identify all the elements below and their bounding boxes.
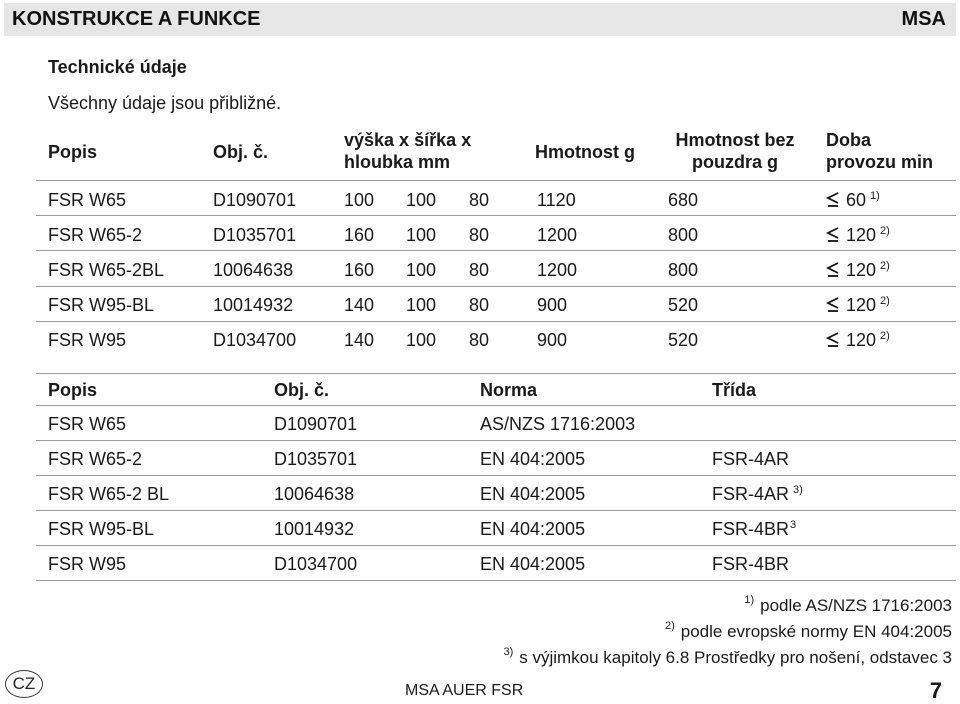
cell-width: 100 (406, 225, 437, 245)
row-divider (36, 321, 956, 322)
cell-popis: FSR W95 (48, 554, 127, 574)
cell-popis: FSR W65-2BL (48, 260, 165, 280)
cell-trida (712, 554, 793, 575)
t2-header-obj: Obj. č. (274, 380, 330, 400)
row-divider (36, 510, 956, 511)
cell-doba (826, 190, 880, 211)
cell-depth: 80 (469, 225, 490, 245)
cell-norma: EN 404:2005 (480, 519, 586, 539)
t2-header-popis: Popis (48, 380, 98, 400)
t2-header-trida: Třída (712, 380, 757, 400)
cell-width: 100 (406, 260, 437, 280)
doba-value: 120 (846, 295, 877, 315)
cell-obj: 10014932 (213, 295, 294, 315)
cell-depth: 80 (469, 295, 490, 315)
less-or-equal-icon (826, 262, 840, 278)
cell-popis: FSR W95 (48, 330, 127, 350)
row-divider (36, 215, 956, 216)
cell-norma: EN 404:2005 (480, 554, 586, 574)
t1-header-bez-1: Hmotnost bez (675, 130, 795, 150)
footnote-ref: 1) (870, 190, 880, 202)
cell-obj: D1034700 (274, 554, 358, 574)
cell-norma: AS/NZS 1716:2003 (480, 414, 636, 434)
t1-header-popis: Popis (48, 142, 98, 162)
footnote-mark: 3) (503, 646, 514, 658)
cell-mass-bez: 520 (668, 295, 699, 315)
cell-obj: D1035701 (213, 225, 297, 245)
cell-mass-bez: 800 (668, 260, 699, 280)
cell-popis: FSR W65-2 (48, 449, 143, 469)
cell-obj: D1035701 (274, 449, 358, 469)
less-or-equal-icon (826, 297, 840, 313)
cell-doba (826, 295, 890, 316)
header-bar (4, 3, 956, 36)
section-note: Všechny údaje jsou přibližné. (48, 93, 282, 113)
footnote-2 (665, 620, 952, 642)
t1-header-bez-2: pouzdra g (692, 152, 778, 172)
footnote-3 (503, 646, 952, 668)
cell-popis: FSR W95-BL (48, 295, 155, 315)
cell-doba (826, 225, 890, 246)
footnote-ref: 3 (790, 519, 797, 531)
section-title: Technické údaje (48, 57, 187, 77)
cell-obj: D1034700 (213, 330, 297, 350)
cell-mass: 1200 (537, 225, 578, 245)
doba-value: 60 (846, 190, 867, 210)
cell-trida (712, 519, 796, 540)
cell-norma: EN 404:2005 (480, 449, 586, 469)
less-or-equal-icon (826, 332, 840, 348)
cell-popis: FSR W65 (48, 414, 127, 434)
header-brand: MSA (901, 8, 946, 30)
row-divider (36, 440, 956, 441)
doba-value: 120 (846, 260, 877, 280)
row-divider (36, 475, 956, 476)
cell-depth: 80 (469, 330, 490, 350)
trida-value: FSR-4BR (712, 554, 790, 574)
cell-width: 100 (406, 295, 437, 315)
cell-mass: 1200 (537, 260, 578, 280)
cell-height: 100 (344, 190, 375, 210)
cell-obj: D1090701 (274, 414, 358, 434)
page-number: 7 (929, 678, 942, 703)
t1-header-obj: Obj. č. (213, 142, 269, 162)
cell-obj: 10064638 (274, 484, 355, 504)
cell-obj: D1090701 (213, 190, 297, 210)
trida-value: FSR-4AR (712, 484, 790, 504)
cell-obj: 10014932 (274, 519, 355, 539)
cell-popis: FSR W95-BL (48, 519, 155, 539)
cell-trida (712, 449, 793, 470)
cell-depth: 80 (469, 260, 490, 280)
footnote-text: s výjimkou kapitoly 6.8 Prostředky pro nošení, odstavec 3 (519, 648, 952, 667)
cell-obj: 10064638 (213, 260, 294, 280)
t1-header-doba-1: Doba (826, 130, 871, 150)
t2-header-norma: Norma (480, 380, 538, 400)
less-or-equal-icon (826, 192, 840, 208)
header-title: KONSTRUKCE A FUNKCE (12, 8, 261, 30)
cell-trida (712, 414, 716, 435)
cell-height: 160 (344, 225, 375, 245)
cell-height: 140 (344, 295, 375, 315)
t2-header-divider (36, 405, 956, 406)
t1-header-dims-2: hloubka mm (344, 152, 451, 172)
trida-value: FSR-4AR (712, 449, 790, 469)
footnote-mark: 2) (664, 620, 675, 632)
less-or-equal-icon (826, 227, 840, 243)
cell-mass-bez: 800 (668, 225, 699, 245)
footnote-1 (744, 594, 952, 616)
footnote-ref: 2) (880, 330, 890, 342)
row-divider (36, 545, 956, 546)
footnote-ref: 2) (880, 260, 890, 272)
footnote-ref: 2) (880, 225, 890, 237)
cell-width: 100 (406, 190, 437, 210)
cell-popis: FSR W65-2 BL (48, 484, 170, 504)
cell-height: 140 (344, 330, 375, 350)
cell-norma: EN 404:2005 (480, 484, 586, 504)
footer-title: MSA AUER FSR (405, 682, 524, 699)
t1-divider (36, 180, 956, 181)
cell-doba (826, 260, 890, 281)
footnote-ref: 2) (880, 295, 890, 307)
cell-mass-bez: 680 (668, 190, 699, 210)
country-badge: CZ (5, 670, 43, 698)
footnote-text: podle evropské normy EN 404:2005 (680, 622, 952, 641)
cell-doba (826, 330, 890, 351)
footnote-ref: 3) (793, 484, 803, 496)
cell-trida (712, 484, 803, 505)
doba-value: 120 (846, 330, 877, 350)
cell-mass: 900 (537, 295, 568, 315)
t1-header-doba-2: provozu min (826, 152, 933, 172)
footnote-text: podle AS/NZS 1716:2003 (760, 596, 952, 615)
footnote-mark: 1) (744, 594, 755, 606)
trida-value: FSR-4BR (712, 519, 790, 539)
cell-mass: 900 (537, 330, 568, 350)
cell-width: 100 (406, 330, 437, 350)
cell-mass-bez: 520 (668, 330, 699, 350)
t1-header-hmotnost: Hmotnost g (535, 142, 635, 162)
cell-popis: FSR W65-2 (48, 225, 143, 245)
row-divider (36, 286, 956, 287)
row-divider (36, 250, 956, 251)
cell-depth: 80 (469, 190, 490, 210)
t2-top-divider (36, 373, 956, 374)
t1-header-dims-1: výška x šířka x (344, 130, 472, 150)
cell-mass: 1120 (537, 190, 576, 210)
doba-value: 120 (846, 225, 877, 245)
cell-popis: FSR W65 (48, 190, 127, 210)
row-divider (36, 580, 956, 581)
cell-height: 160 (344, 260, 375, 280)
